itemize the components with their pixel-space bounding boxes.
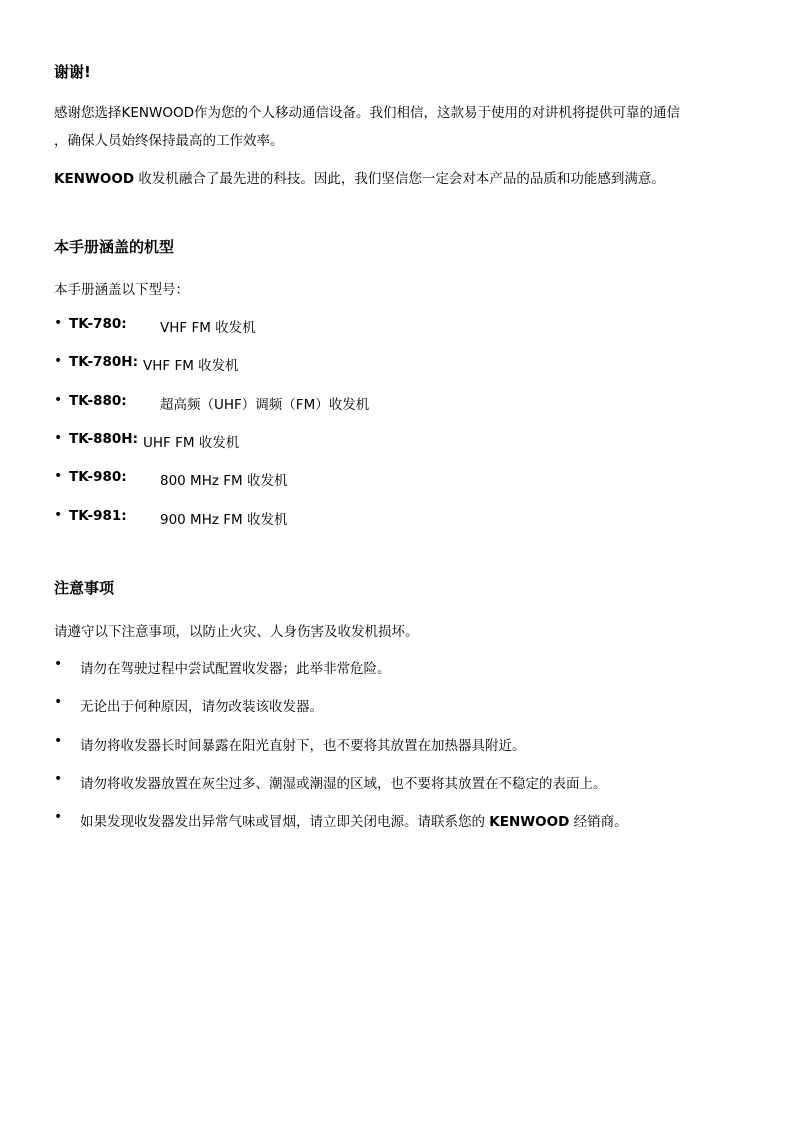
model-description: 900 MHz FM 收发机 xyxy=(160,512,288,528)
bullet-icon: • xyxy=(54,809,63,825)
models-intro: 本手册涵盖以下型号： xyxy=(54,282,189,298)
bullet-icon: • xyxy=(54,315,63,331)
brand-name: KENWOOD xyxy=(489,814,570,830)
model-name: TK-880H: xyxy=(69,431,138,447)
model-description: 800 MHz FM 收发机 xyxy=(160,473,288,489)
thanks-heading: 谢谢! xyxy=(54,63,91,81)
model-name: TK-780H: xyxy=(69,354,138,370)
bullet-icon: • xyxy=(54,430,63,446)
thanks-paragraph-line2: ，确保人员始终保持最高的工作效率。 xyxy=(54,133,284,149)
precaution-text-contact-dealer xyxy=(80,810,628,830)
model-description: UHF FM 收发机 xyxy=(143,435,240,451)
precaution-text: 请勿将收发器长时间暴露在阳光直射下，也不要将其放置在加热器具附近。 xyxy=(80,738,526,754)
models-heading: 本手册涵盖的机型 xyxy=(54,238,175,256)
precaution-text: 请勿在驾驶过程中尝试配置收发器；此举非常危险。 xyxy=(80,661,391,677)
precautions-heading: 注意事项 xyxy=(54,579,115,597)
precautions-intro: 请遵守以下注意事项，以防止火灾、人身伤害及收发机损坏。 xyxy=(54,624,419,640)
model-name: TK-780: xyxy=(69,316,127,332)
precaution-text: 无论出于何种原因，请勿改装该收发器。 xyxy=(80,699,323,715)
brand-paragraph xyxy=(54,167,665,187)
model-name: TK-980: xyxy=(69,469,127,485)
bullet-icon: • xyxy=(54,353,63,369)
model-name: TK-981: xyxy=(69,508,127,524)
model-name: TK-880: xyxy=(69,393,127,409)
model-description: VHF FM 收发机 xyxy=(143,358,239,374)
bullet-icon: • xyxy=(54,507,63,523)
precaution-text-post: 经销商。 xyxy=(569,814,628,830)
bullet-icon: • xyxy=(54,771,63,787)
precaution-text: 请勿将收发器放置在灰尘过多、潮湿或潮湿的区域，也不要将其放置在不稳定的表面上。 xyxy=(80,776,607,792)
bullet-icon: • xyxy=(54,468,63,484)
thanks-paragraph-line1: 感谢您选择KENWOOD作为您的个人移动通信设备。我们相信，这款易于使用的对讲机将提供可靠的通信 xyxy=(54,105,680,121)
precaution-text-pre: 如果发现收发器发出异常气味或冒烟，请立即关闭电源。请联系您的 xyxy=(80,814,490,830)
bullet-icon: • xyxy=(54,733,63,749)
bullet-icon: • xyxy=(54,694,63,710)
model-description: VHF FM 收发机 xyxy=(160,320,256,336)
bullet-icon: • xyxy=(54,392,63,408)
model-description: 超高频（UHF）调频（FM）收发机 xyxy=(160,397,370,413)
bullet-icon: • xyxy=(54,656,63,672)
brand-name: KENWOOD xyxy=(54,171,135,187)
brand-paragraph-text: 收发机融合了最先进的科技。因此，我们坚信您一定会对本产品的品质和功能感到满意。 xyxy=(134,171,665,187)
